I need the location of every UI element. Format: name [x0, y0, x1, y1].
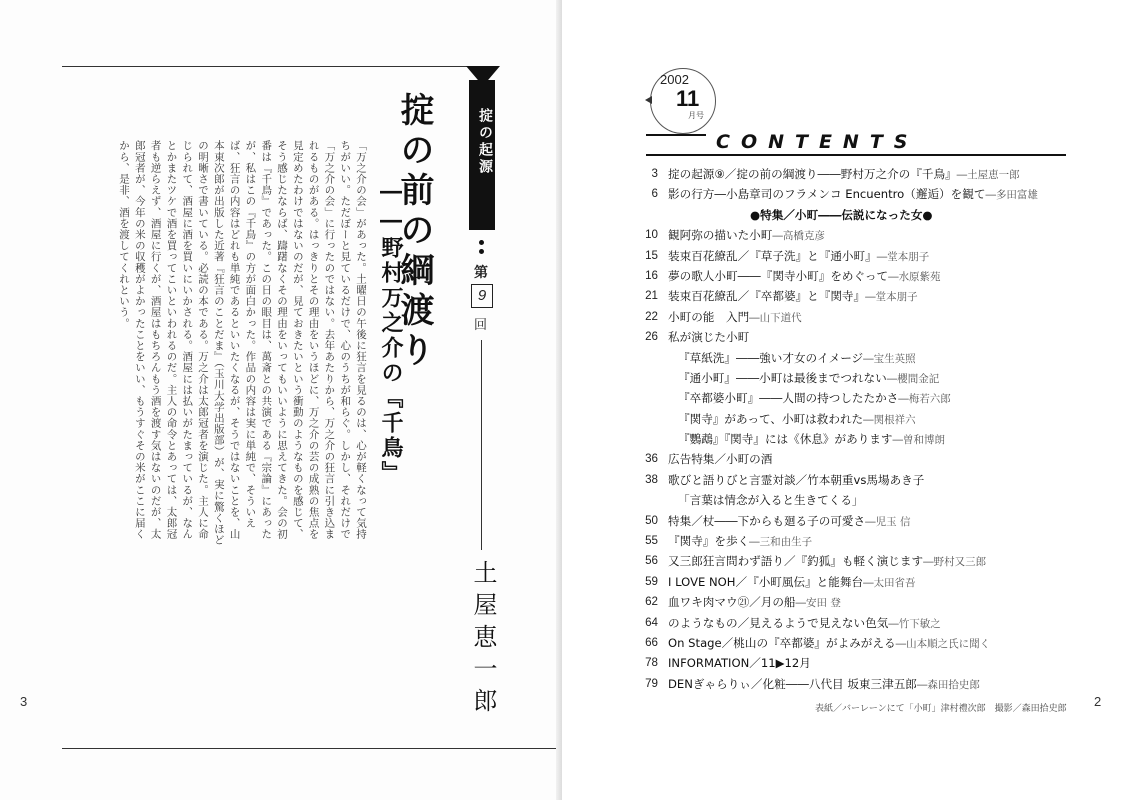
article-title: 掟の前の綱渡り [394, 92, 434, 372]
toc-title [668, 592, 841, 613]
toc-author: ―土屋恵一郎 [956, 169, 1020, 181]
page-number-left: 3 [20, 694, 28, 709]
toc-page-number: 66 [645, 635, 658, 649]
toc-title [678, 368, 939, 389]
toc-item [640, 470, 1080, 490]
episode-suffix: 回 [474, 318, 488, 333]
toc-item [640, 613, 1080, 633]
toc-title-text: のようなもの／見えるようで見えない色気 [668, 615, 889, 630]
cover-credit: 表紙／バーレーンにて「小町」津村禮次郎 撮影／森田拾史郎 [815, 704, 1067, 714]
toc-author: ―三和由生子 [749, 536, 813, 549]
toc-item [640, 490, 1080, 510]
toc-title-text: 装束百花繚乱／『卒都婆』と『関寺』 [668, 289, 866, 304]
toc-list [640, 164, 1080, 694]
toc-title-text: 『草紙洗』――強い才女のイメージ [678, 350, 864, 365]
article-body: 「万之介の会」があった。土曜日の午後に狂言を見るのは、心が軽くなって気持ちがいい。ただぼーと見ているだけで、心のうちが和らぐ。しかし、それだけで「万之介の会」に行ったのではない。去年あたりから、万之介の狂言に引き込まれるものがある。はっきりとその理由をいうほどに、万之介の芸の成熟の焦点を見定めたわけではないのだが、見ておきたいという衝動のようなものを感じて、そう感じたならば、躊躇なくその理由をいってもいいように思えてきた。会の初番は『千鳥』であった。この日の眼目は、萬斎との共演である『宗論』にあったが、私はこの『千鳥』の方が面白かった。作品の内容は実に単純で、そういえば、狂言の内容はどれも単純であるといいたくなるが、そうではないことを、山本東次郎が出版した近著『狂言のことだま』（玉川大学出版部）が、実に驚くほどの明晰さで書いている。必読の本である。万之介は太郎冠者を演じた。主人に命じられて、酒屋に酒を買いにいかされる。酒屋には払いがたまっているが、なんとかまたツケで酒を買ってこいといわれるのだ。主人の命令とあっては、太郎冠者も逆らえず、酒屋に行くが、酒屋はもちろんもう酒を渡す気はないのだが、太郎冠者が、今年の米の収穫がよかったことをいい、もうすぐその米がここに届くから、是非、酒を渡してくれという。 [118, 140, 367, 546]
toc-title [668, 266, 941, 287]
toc-title-text: 「言葉は情念が入ると生きてくる」 [678, 493, 864, 508]
toc-page-number: 59 [645, 574, 658, 588]
toc-title-text: On Stage／桃山の『卒都婆』がよみがえる [668, 635, 896, 650]
vertical-rule [481, 340, 482, 550]
toc-item [640, 266, 1080, 286]
toc-author: ―多田富雄 [985, 189, 1038, 202]
toc-page-number: 50 [645, 513, 658, 527]
toc-title-text: 影の行方―小島章司のフラメンコ Encuentro（邂逅）を観て [668, 187, 986, 202]
toc-item [640, 429, 1080, 449]
toc-title [668, 470, 924, 491]
toc-title [678, 429, 945, 450]
toc-author: ―児玉 信 [865, 515, 911, 528]
issue-year: 2002 [660, 72, 689, 87]
toc-item [640, 449, 1080, 469]
episode-number: 9 [471, 284, 493, 308]
toc-page-number: 78 [645, 656, 658, 670]
toc-title-text: 装束百花繚乱／『草子洗』と『通小町』 [668, 248, 877, 263]
toc-page-number: 3 [651, 167, 658, 180]
toc-title-text: 広告特集／小町の酒 [668, 452, 773, 467]
toc-item [640, 409, 1080, 429]
toc-title-text: 歌びと語りびと言霊対談／竹本朝重vs馬場あき子 [668, 472, 925, 487]
toc-page-number: 22 [645, 309, 658, 323]
toc-page-number: 15 [645, 248, 658, 262]
toc-title [668, 653, 811, 674]
toc-title [668, 286, 918, 307]
top-rule [62, 66, 482, 67]
toc-title [668, 246, 929, 267]
toc-item [640, 368, 1080, 388]
toc-title-text: 血ワキ肉マウ㉑／月の船 [668, 595, 796, 610]
toc-title [668, 225, 825, 246]
toc-title-text: 掟の起源⑨／掟の前の綱渡り――野村万之介の『千鳥』 [668, 167, 957, 181]
toc-author: ―森田拾史郎 [916, 678, 980, 691]
toc-item [640, 551, 1080, 571]
toc-title [668, 327, 749, 348]
toc-title-text: 『関寺』があって、小町は救われた [678, 411, 864, 426]
series-dots [479, 240, 485, 254]
toc-author: ―堂本朋子 [865, 291, 918, 304]
toc-title-text: 私が演じた小町 [668, 330, 750, 345]
author-name: 土屋恵一郎 [469, 560, 497, 720]
toc-title [668, 674, 980, 695]
toc-page-number: 64 [645, 615, 658, 629]
toc-title-text: 『鸚鵡』『関寺』には《休息》があります [678, 432, 893, 447]
toc-title [668, 307, 802, 328]
toc-item [640, 592, 1080, 612]
toc-author: ―竹下敏之 [888, 617, 941, 630]
toc-title [668, 511, 910, 532]
toc-title-text: 『通小町』――小町は最後までつれない [678, 370, 887, 385]
toc-author: ―野村又三郎 [923, 556, 987, 569]
toc-title [678, 409, 916, 430]
toc-title [750, 205, 933, 226]
toc-item [640, 531, 1080, 551]
toc-title-text: 夢の歌人小町――『関寺小町』をめぐって [668, 268, 889, 283]
toc-page-number: 79 [645, 676, 658, 690]
toc-title [668, 572, 916, 593]
toc-page-number: 26 [645, 330, 658, 344]
toc-author: ―宝生英照 [863, 352, 916, 365]
toc-title-text: 特集／杖――下からも廻る子の可愛さ [668, 513, 866, 528]
contents-rule-bottom [646, 154, 1066, 156]
toc-item [640, 205, 1080, 225]
toc-page-number: 6 [651, 187, 658, 201]
toc-author: ―太田省吾 [863, 576, 916, 589]
toc-item [640, 286, 1080, 306]
toc-item [640, 348, 1080, 368]
toc-title [668, 184, 1038, 205]
toc-title [668, 449, 772, 470]
toc-item [640, 572, 1080, 592]
issue-month: 11 [676, 86, 700, 111]
toc-title [668, 633, 990, 654]
toc-author: ―水原紫苑 [888, 270, 941, 283]
issue-arrow-icon [645, 96, 652, 104]
toc-item [640, 307, 1080, 327]
toc-author: ―堂本朋子 [876, 250, 930, 263]
toc-title [668, 551, 986, 572]
toc-title-text: DENぎゃらりぃ／化粧――八代目 坂東三津五郎 [668, 676, 917, 691]
toc-item [640, 674, 1080, 694]
toc-page-number: 10 [645, 228, 658, 242]
toc-item [640, 246, 1080, 266]
toc-title-text: 又三郎狂言問わず語り／『釣狐』も軽く演じます [668, 554, 924, 569]
toc-title-text: 『卒都婆小町』――人間の持つしたたかさ [678, 391, 899, 406]
toc-author: ―櫻間金記 [886, 372, 940, 385]
toc-page-number: 62 [645, 595, 658, 609]
toc-page-number: 55 [645, 534, 658, 548]
issue-unit: 月号 [688, 111, 704, 120]
toc-title [678, 348, 916, 369]
toc-title [668, 613, 941, 634]
toc-author: ―山本順之氏に聞く [895, 637, 991, 650]
toc-page-number: 36 [645, 452, 658, 466]
toc-item [640, 653, 1080, 673]
series-label: 掟の起源 [477, 108, 493, 176]
toc-page-number: 38 [645, 472, 658, 486]
toc-author: ―安田 登 [795, 597, 841, 610]
toc-author: ―山下道代 [749, 311, 802, 324]
toc-item [640, 164, 1080, 184]
toc-item [640, 633, 1080, 653]
article-subtitle: ――野村万之介の『千鳥』 [378, 178, 404, 486]
toc-item [640, 225, 1080, 245]
toc-item [640, 184, 1080, 204]
toc-item [640, 388, 1080, 408]
toc-author: ―梅若六郎 [898, 393, 951, 406]
toc-page-number: 16 [645, 268, 658, 282]
contents-title: CONTENTS [716, 131, 919, 153]
toc-author: ―高橋克彦 [772, 230, 825, 243]
toc-title [678, 388, 951, 409]
bottom-rule [62, 748, 556, 749]
contents-rule-top [646, 134, 706, 136]
toc-title-text: INFORMATION／11▶12月 [668, 656, 811, 671]
toc-title [668, 164, 1020, 185]
left-page [0, 0, 562, 800]
toc-title [678, 490, 864, 511]
toc-title-text: I LOVE NOH／『小町風伝』と能舞台 [668, 574, 864, 589]
toc-item [640, 511, 1080, 531]
page-number-right: 2 [1094, 694, 1102, 709]
toc-title-text: 小町の能 入門 [668, 309, 750, 324]
toc-item [640, 327, 1080, 347]
toc-title-text: ●特集／小町――伝説になった女● [750, 207, 933, 222]
toc-title-text: 観阿弥の描いた小町 [668, 228, 773, 243]
toc-author: ―曽和博朗 [892, 434, 945, 447]
toc-title-text: 『関寺』を歩く [668, 534, 750, 549]
episode-prefix: 第 [474, 265, 488, 281]
toc-title [668, 531, 812, 552]
toc-author: ―関根祥六 [863, 413, 916, 426]
toc-page-number: 21 [645, 289, 658, 303]
toc-page-number: 56 [645, 554, 658, 568]
